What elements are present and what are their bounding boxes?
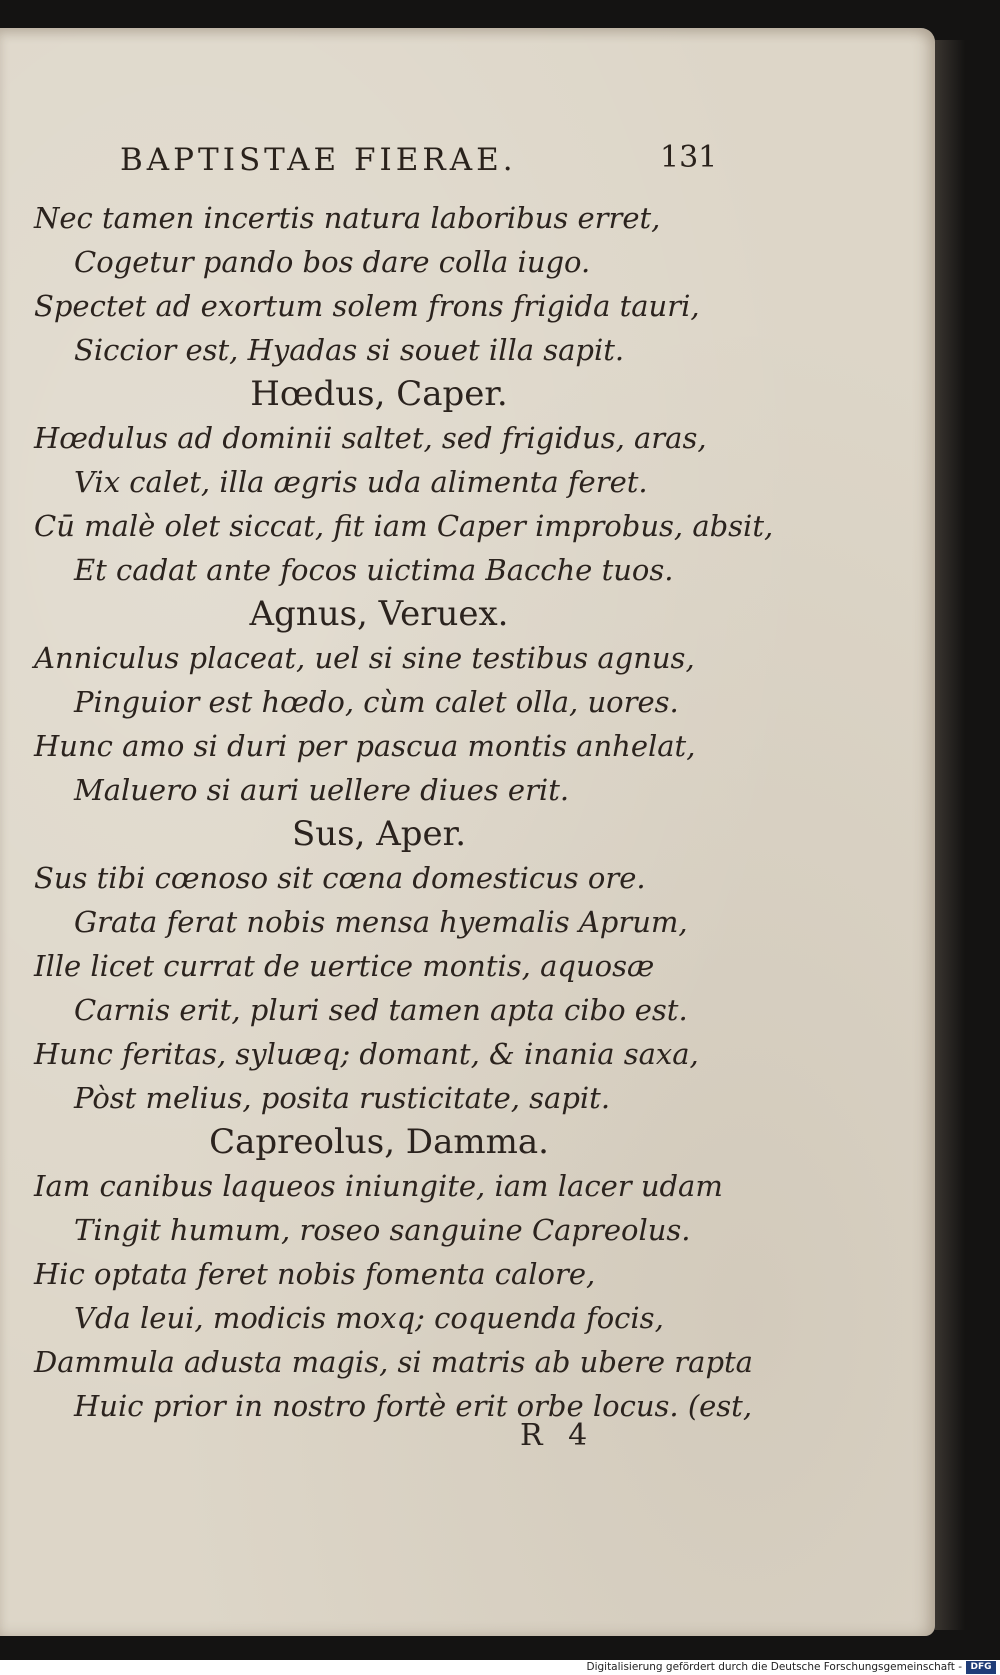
verse-line: Hunc amo si duri per pascua montis anhelat,: [34, 729, 696, 763]
dfg-logo-icon: DFG: [966, 1661, 996, 1674]
verse-line: Hœdulus ad dominii saltet, sed frigidus, aras,: [34, 421, 707, 455]
verse-line: Hunc feritas, syluæq; domant, & inania saxa,: [34, 1037, 699, 1071]
page-edge-shadow: [935, 40, 965, 1630]
page-number: 131: [660, 140, 718, 175]
verse-line: Vda leui, modicis moxq; coquenda focis,: [74, 1301, 664, 1335]
verse-line: Sus tibi cœnoso sit cœna domesticus ore.: [34, 861, 646, 895]
verse-line: Carnis erit, pluri sed tamen apta cibo est.: [74, 993, 688, 1027]
section-heading: Capreolus, Damma.: [209, 1122, 549, 1162]
verse-line: Vix calet, illa ægris uda alimenta feret.: [74, 465, 648, 499]
poem-text-block: [34, 196, 774, 1428]
verse-line: Cogetur pando bos dare colla iugo.: [74, 245, 591, 279]
verse-line: Anniculus placeat, uel si sine testibus agnus,: [34, 641, 695, 675]
verse-line: Grata ferat nobis mensa hyemalis Aprum,: [74, 905, 688, 939]
verse-line: Pòst melius, posita rusticitate, sapit.: [74, 1081, 611, 1115]
verse-line: Hic optata feret nobis fomenta calore,: [34, 1257, 596, 1291]
verse-line: Et cadat ante focos uictima Bacche tuos.: [74, 553, 674, 587]
section-heading: Hœdus, Caper.: [250, 374, 508, 414]
verse-line: Tingit humum, roseo sanguine Capreolus.: [74, 1213, 691, 1247]
verse-line: Huic prior in nostro fortè erit orbe locus. (est,: [74, 1389, 753, 1423]
verse-line: Dammula adusta magis, si matris ab ubere rapta: [34, 1345, 753, 1379]
running-head: BAPTISTAE FIERAE.: [120, 142, 517, 178]
verse-line: Ille licet currat de uertice montis, aquosæ: [34, 949, 655, 983]
verse-line: Siccior est, Hyadas si souet illa sapit.: [74, 333, 625, 367]
verse-line: Maluero si auri uellere diues erit.: [74, 773, 570, 807]
verse-line: Iam canibus laqueos iniungite, iam lacer udam: [34, 1169, 723, 1203]
section-heading: Sus, Aper.: [291, 814, 467, 854]
section-heading: Agnus, Veruex.: [249, 594, 509, 634]
digitization-footer: [0, 1660, 1000, 1675]
verse-line: Pinguior est hœdo, cùm calet olla, uores.: [74, 685, 679, 719]
verse-line: Spectet ad exortum solem frons frigida tauri,: [34, 289, 700, 323]
verse-line: Nec tamen incertis natura laboribus erret,: [34, 201, 661, 235]
funding-credit: Digitalisierung gefördert durch die Deutsche Forschungsgemeinschaft -: [586, 1661, 962, 1673]
verse-line: Cū malè olet siccat, fit iam Caper improbus, absit,: [34, 509, 774, 543]
signature-mark: R 4: [520, 1418, 596, 1453]
